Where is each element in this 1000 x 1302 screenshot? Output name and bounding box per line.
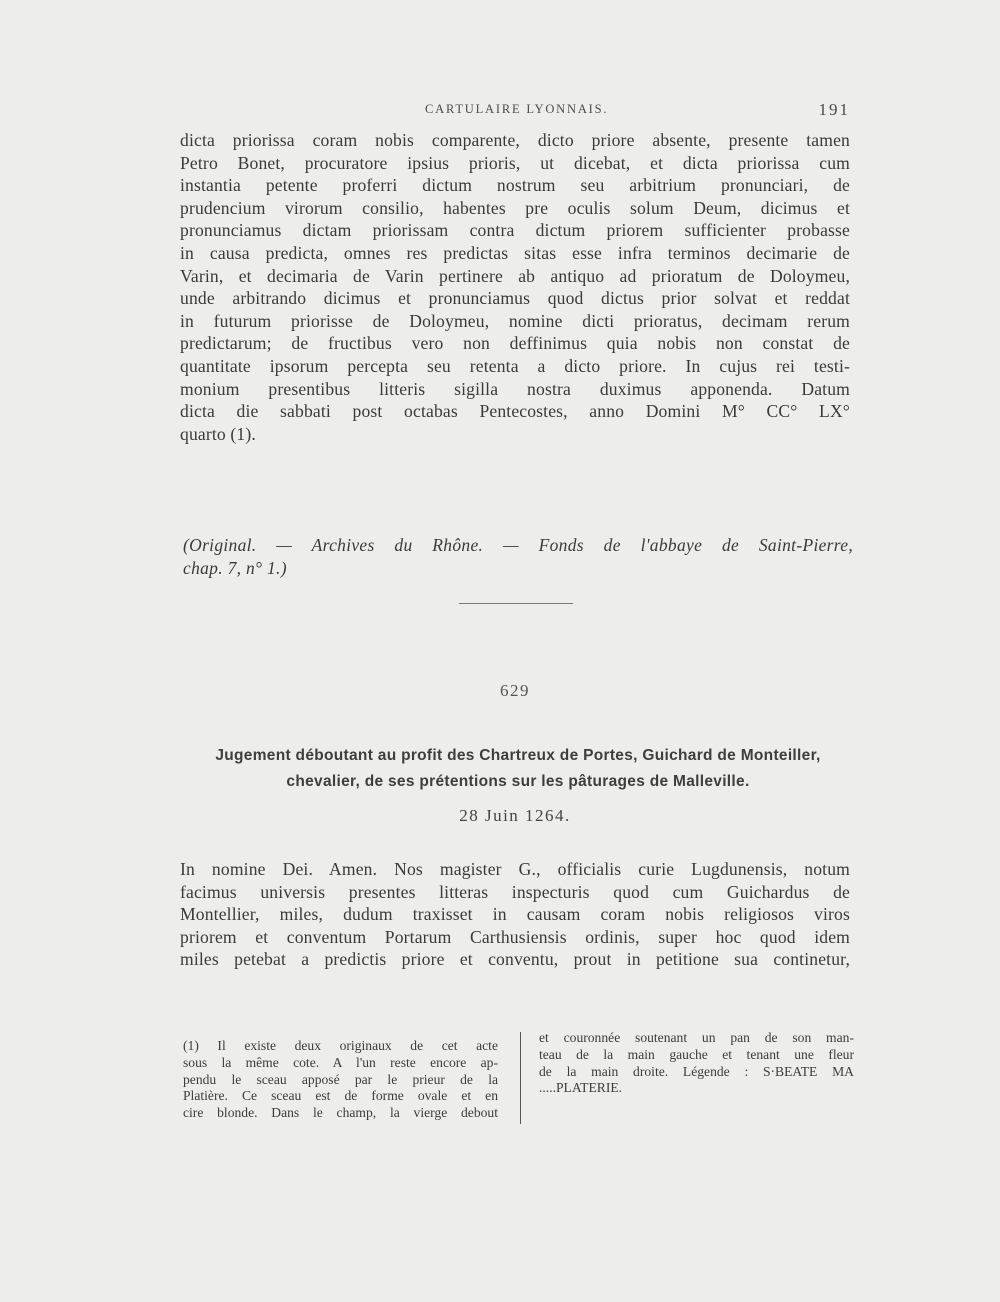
running-head (180, 100, 850, 122)
text-line: quantitate ipsorum percepta seu retenta a dicto priore. In cujus rei testi- (180, 355, 850, 376)
footnote-line: et couronnée soutenant un pan de son man- (539, 1030, 854, 1045)
source-line: (Original. — Archives du Rhône. — Fonds de l'abbaye de Saint-Pierre, (183, 535, 853, 555)
document-date: 28 Juin 1264. (459, 806, 571, 825)
text-line: in causa predicta, omnes res predictas sitas esse infra terminos decimarie de (180, 242, 850, 263)
text-line: monium presentibus litteris sigilla nostra duximus apponenda. Datum (180, 378, 850, 399)
footnote-line: .....PLATERIE. (539, 1080, 623, 1096)
document-heading (178, 743, 858, 795)
charter-text-continued (180, 129, 850, 445)
text-line: dicta die sabbati post octabas Pentecostes, anno Domini M° CC° LX° (180, 401, 850, 422)
text-line: miles petebat a predictis priore et conventu, prout in petitione sua continetur, (180, 949, 850, 970)
text-line: dicta priorissa coram nobis comparente, dicto priore absente, presente tamen (180, 130, 850, 150)
text-line: Petro Bonet, procuratore ipsius prioris, ut dicebat, et dicta priorissa cum (180, 152, 850, 173)
footnote-line: cire blonde. Dans le champ, la vierge debout (183, 1105, 498, 1121)
footnote-line: sous la même cote. A l'un reste encore ap- (183, 1054, 498, 1070)
text-line: unde arbitrando dicimus et pronunciamus quod dictus prior solvat et reddat (180, 288, 850, 309)
footnote-line: pendu le sceau apposé par le prieur de la (183, 1071, 498, 1087)
text-line: Varin, et decimaria de Varin pertinere ab antiquo ad prioratum de Doloymeu, (180, 265, 850, 286)
text-line: priorem et conventum Portarum Carthusiensis ordinis, super hoc quod idem (180, 926, 850, 947)
text-line: In nomine Dei. Amen. Nos magister G., officialis curie Lugdunensis, notum (180, 859, 850, 879)
text-line: facimus universis presentes litteras inspecturis quod cum Guichardus de (180, 881, 850, 902)
charter-text (180, 858, 850, 971)
page-number: 191 (818, 100, 850, 119)
text-line: quarto (1). (180, 423, 256, 444)
text-line: prudencium virorum consilio, habentes pre oculis solum Deum, dicimus et (180, 197, 850, 218)
footnote-line: de la main droite. Légende : S·BEATE MA (539, 1063, 854, 1079)
source-line: chap. 7, n° 1.) (183, 557, 287, 578)
text-line: in futurum priorisse de Doloymeu, nomine dicti prioratus, decimam rerum (180, 310, 850, 331)
footnote-line: (1) Il existe deux originaux de cet acte (183, 1038, 498, 1053)
footnotes (183, 1030, 863, 1140)
column-divider (520, 1032, 521, 1124)
footnote-left-column (183, 1038, 498, 1122)
source-note (183, 534, 853, 579)
text-line: pronunciamus dictam priorissam contra dictum priorem sufficienter probasse (180, 220, 850, 241)
footnote-right-column (539, 1030, 854, 1097)
text-line: predictarum; de fructibus vero non deffinimus quia nobis non constat de (180, 333, 850, 354)
heading-line: Jugement déboutant au profit des Chartreux de Portes, Guichard de Monteiller, (215, 746, 821, 764)
document-number: 629 (500, 681, 530, 700)
text-line: Montellier, miles, dudum traxisset in causam coram nobis religiosos viros (180, 904, 850, 925)
footnote-line: Platière. Ce sceau est de forme ovale et en (183, 1088, 498, 1104)
text-line: instantia petente proferri dictum nostrum seu arbitrium pronunciari, de (180, 175, 850, 196)
running-head-title: CARTULAIRE LYONNAIS. (425, 102, 609, 116)
section-divider (459, 603, 573, 604)
footnote-line: teau de la main gauche et tenant une fleur (539, 1046, 854, 1062)
heading-line: chevalier, de ses prétentions sur les pâturages de Malleville. (286, 772, 750, 790)
